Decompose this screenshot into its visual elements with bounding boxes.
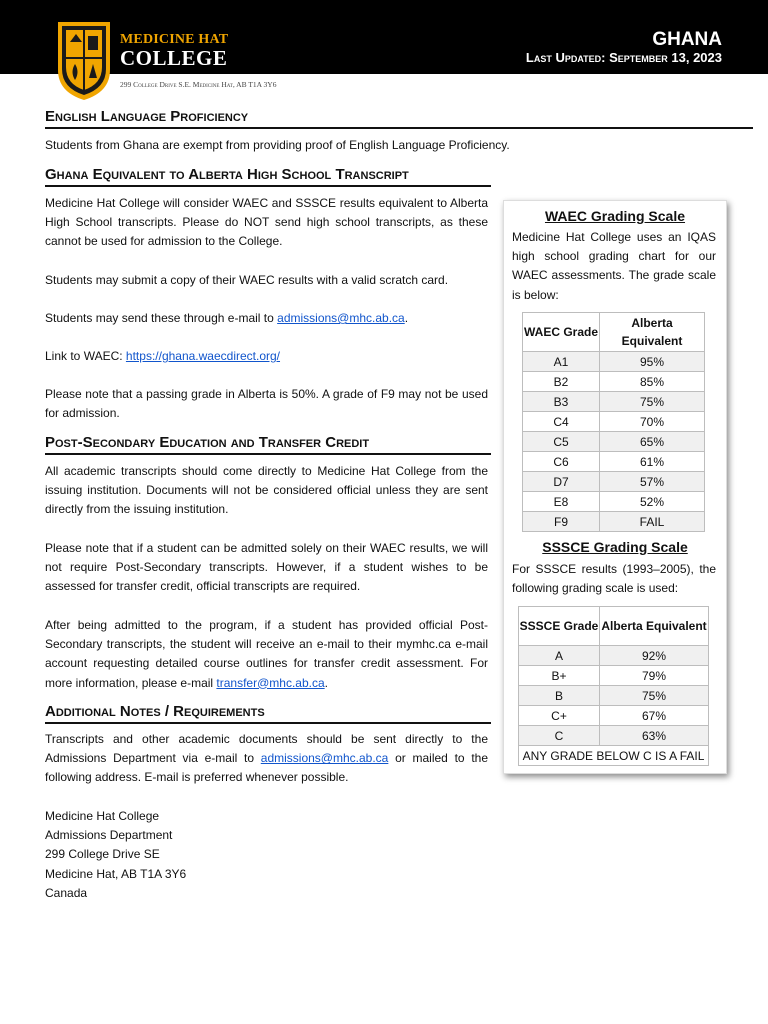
waec-scale-intro: Medicine Hat College uses an IQAS high school grading chart for our WAEC assessments. The grade scale is below: bbox=[512, 230, 716, 302]
sssce-grade-table bbox=[518, 606, 709, 766]
sssce-scale-intro: For SSSCE results (1993–2005), the following grading scale is used: bbox=[512, 562, 716, 596]
address-line-5: Canada bbox=[45, 885, 88, 900]
table-row: F9 FAIL bbox=[523, 512, 705, 532]
admissions-email-link-2[interactable]: admissions@mhc.ab.ca bbox=[260, 751, 389, 766]
heading-additional-notes: Additional Notes / Requirements bbox=[45, 703, 491, 724]
alberta-equivalent-header: Alberta Equivalent bbox=[600, 607, 709, 646]
table-row: C4 70% bbox=[523, 412, 705, 432]
table-row: B2 85% bbox=[523, 372, 705, 392]
brand-name-top: MEDICINE HAT bbox=[120, 32, 229, 47]
address-line-3: 299 College Drive SE bbox=[45, 847, 160, 862]
college-address: 299 College Drive S.E. Medicine Hat, AB T1A 3Y6 bbox=[120, 80, 277, 89]
table-header-row bbox=[519, 607, 709, 646]
sssce-scale-title: SSSCE Grading Scale bbox=[542, 539, 688, 555]
brand-name-bottom: COLLEGE bbox=[120, 46, 228, 70]
address-line-1: Medicine Hat College bbox=[45, 809, 160, 823]
admissions-email-link[interactable]: admissions@mhc.ab.ca bbox=[277, 311, 405, 325]
table-row: E8 52% bbox=[523, 492, 705, 512]
postsec-paragraph-2: Please note that if a student can be admitted solely on their WAEC results, we will not require Post-Secondary transcripts. However, if a student wishes to be assessed for transfer credit, official transcripts are required. bbox=[45, 541, 488, 594]
address-line-4: Medicine Hat, AB T1A 3Y6 bbox=[45, 866, 187, 881]
waec-website-link[interactable]: https://ghana.waecdirect.org/ bbox=[125, 349, 281, 363]
college-shield-logo bbox=[56, 20, 112, 102]
last-updated: Last Updated: September 13, 2023 bbox=[525, 50, 722, 65]
table-row: C5 65% bbox=[523, 432, 705, 452]
grading-scale-sidebar bbox=[503, 200, 727, 774]
table-row: C6 61% bbox=[523, 452, 705, 472]
heading-post-secondary: Post-Secondary Education and Transfer Credit bbox=[45, 434, 491, 455]
sssce-grade-header: SSSCE Grade bbox=[519, 607, 600, 646]
equivalent-paragraph-4: Link to WAEC: https://ghana.waecdirect.org/ bbox=[45, 349, 281, 363]
waec-scale-title: WAEC Grading Scale bbox=[544, 208, 686, 224]
country-title: GHANA bbox=[652, 29, 722, 50]
transfer-email-link[interactable]: transfer@mhc.ab.ca bbox=[216, 675, 325, 690]
header-bar bbox=[0, 0, 768, 74]
alberta-equivalent-header: Alberta Equivalent bbox=[600, 313, 705, 352]
table-row: B3 75% bbox=[523, 392, 705, 412]
table-row: B 75% bbox=[519, 686, 709, 706]
postsec-paragraph-3: After being admitted to the program, if a student has provided official Post-Secondary transcripts, the student will receive an e-mail to their mymhc.ca e-mail account requesting detailed course outlines for transfer credit assessment. For more information, please e-mail transfer@mhc.ab.ca. bbox=[45, 618, 488, 690]
table-row: C 63% bbox=[519, 726, 709, 746]
table-header-row bbox=[523, 313, 705, 352]
table-row: A1 95% bbox=[523, 352, 705, 372]
notes-paragraph-1: Transcripts and other academic documents should be sent directly to the Admissions Department via e-mail to admissions@mhc.ab.ca or mailed to the following address. E-mail is preferred whenever possible. bbox=[45, 732, 488, 785]
waec-grade-header: WAEC Grade bbox=[523, 313, 600, 352]
address-line-2: Admissions Department bbox=[45, 828, 173, 843]
table-row: C+ 67% bbox=[519, 706, 709, 726]
heading-english-proficiency: English Language Proficiency bbox=[45, 108, 753, 129]
equivalent-paragraph-2: Students may submit a copy of their WAEC results with a valid scratch card. bbox=[45, 273, 449, 287]
table-row: D7 57% bbox=[523, 472, 705, 492]
fail-note: ANY GRADE BELOW C IS A FAIL bbox=[519, 746, 709, 766]
equivalent-paragraph-1: Medicine Hat College will consider WAEC and SSSCE results equivalent to Alberta High School transcripts. Please do NOT send high school transcripts, as these cannot be used for admission to the College. bbox=[45, 196, 488, 249]
mailing-address bbox=[45, 807, 488, 903]
table-row: B+ 79% bbox=[519, 666, 709, 686]
waec-grade-table bbox=[522, 312, 705, 532]
table-footer-row bbox=[519, 746, 709, 766]
postsec-paragraph-1: All academic transcripts should come directly to Medicine Hat College from the issuing institution. Documents will not be considered official unless they are sent directly from the issuing institution. bbox=[45, 464, 488, 517]
english-proficiency-text: Students from Ghana are exempt from providing proof of English Language Proficiency. bbox=[45, 138, 510, 152]
equivalent-paragraph-5: Please note that a passing grade in Alberta is 50%. A grade of F9 may not be used for admission. bbox=[45, 387, 488, 421]
table-row: A 92% bbox=[519, 646, 709, 666]
heading-ghana-equivalent: Ghana Equivalent to Alberta High School Transcript bbox=[45, 166, 491, 187]
equivalent-paragraph-3: Students may send these through e-mail to admissions@mhc.ab.ca. bbox=[45, 311, 409, 325]
